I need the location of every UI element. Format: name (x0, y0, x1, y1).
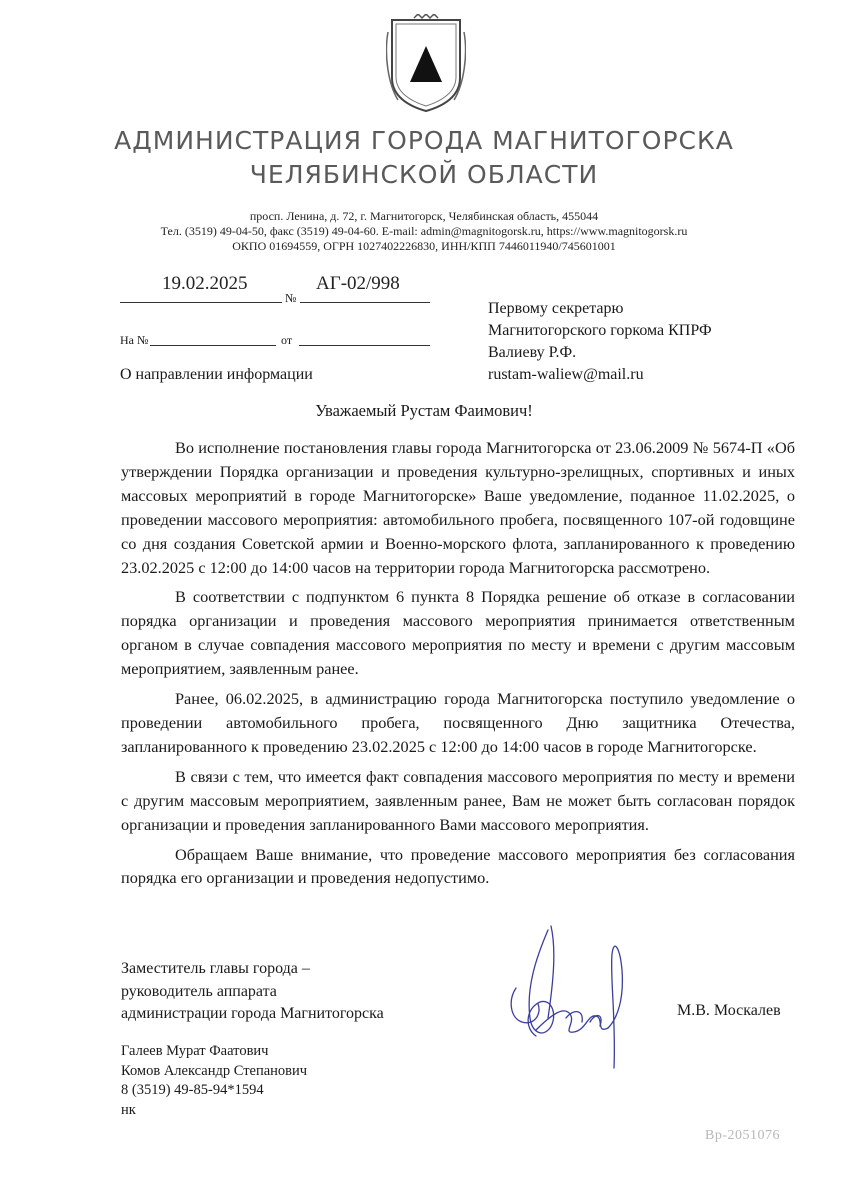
signer-position-line: Заместитель главы города – (121, 960, 310, 977)
body-paragraph: В связи с тем, что имеется факт совпадения массового мероприятия по месту и времени с другим массовым мероприятием, заявленным ранее, Вам не может быть согласован порядок организации и проведения запланированного Вами массового мероприятия. (121, 766, 795, 834)
contact-phones: Тел. (3519) 49-04-50, факс (3519) 49-04-60. E-mail: admin@magnitogorsk.ru, https://www.magnitogorsk.ru (160, 224, 688, 238)
reference-number-label: На № (120, 333, 149, 347)
body-paragraph: Во исполнение постановления главы города Магнитогорска от 23.06.2009 № 5674-П «Об утверждении Порядка организации и проведения культурно-зрелищных, спортивных и иных массовых мероприятий в городе Магнитогорске» Ваше уведомление, поданное 11.02.2025, о проведении массового мероприятия: автомобильного пробега, посвященного 107-ой годовщине со дня создания Советской армии и Военно-морского флота, запланированного к проведению 23.02.2025 с 12:00 до 14:00 часов на территории города Магнитогорска рассмотрено. (121, 438, 795, 577)
number-sign: № (285, 291, 297, 305)
document-code-stamp: Вр-2051076 (705, 1128, 780, 1143)
salutation: Уважаемый Рустам Фаимович! (315, 401, 533, 420)
reference-date-label: от (281, 333, 293, 347)
signer-position-line: руководитель аппарата (121, 982, 277, 1000)
signer-position-line: администрации города Магнитогорска (121, 1005, 384, 1022)
addressee-organization: Магнитогорского горкома КПРФ (488, 322, 712, 339)
letter-body (121, 436, 795, 896)
executor-line: Комов Александр Степанович (121, 1062, 308, 1079)
date-underline (120, 302, 282, 303)
registration-number: АГ-02/998 (316, 273, 400, 294)
executor-initials: нк (121, 1101, 136, 1118)
number-underline (300, 302, 430, 303)
letter-subject: О направлении информации (120, 366, 313, 383)
registration-date: 19.02.2025 (162, 273, 248, 294)
organization-title: АДМИНИСТРАЦИЯ ГОРОДА МАГНИТОГОРСКА (114, 126, 734, 155)
addressee-position: Первому секретарю (488, 300, 624, 317)
city-coat-of-arms-icon (386, 14, 466, 114)
signer-name: М.В. Москалев (677, 1002, 781, 1019)
addressee-name: Валиеву Р.Ф. (488, 344, 577, 361)
addressee-email[interactable]: rustam-waliew@mail.ru (488, 366, 644, 383)
executor-line: Галеев Мурат Фаатович (121, 1043, 269, 1059)
signer-position (121, 958, 384, 1026)
handwritten-signature-icon (496, 918, 646, 1088)
reference-number-underline (150, 345, 276, 346)
contact-registry-codes: ОКПО 01694559, ОГРН 1027402226830, ИНН/КПП 7446011940/745601001 (232, 239, 616, 253)
organization-region: ЧЕЛЯБИНСКОЙ ОБЛАСТИ (249, 160, 599, 189)
executors-block (121, 1042, 307, 1120)
reference-date-underline (299, 345, 430, 346)
body-paragraph: В соответствии с подпунктом 6 пункта 8 Порядка решение об отказе в согласовании порядка организации и проведения массового мероприятия принимается ответственным органом в случае совпадения массового мероприятия по месту и времени с другим массовым мероприятием, заявленным ранее. (121, 587, 795, 679)
contact-address: просп. Ленина, д. 72, г. Магнитогорск, Челябинская область, 455044 (249, 209, 599, 223)
body-paragraph: Ранее, 06.02.2025, в администрацию города Магнитогорска поступило уведомление о проведении автомобильного пробега, посвященного Дню защитника Отечества, запланированного к проведению 23.02.2025 с 12:00 до 14:00 часов в городе Магнитогорске. (121, 689, 795, 756)
executor-phone: 8 (3519) 49-85-94*1594 (121, 1082, 264, 1098)
body-paragraph: Обращаем Ваше внимание, что проведение массового мероприятия без согласования порядка его организации и проведения недопустимо. (121, 844, 795, 888)
